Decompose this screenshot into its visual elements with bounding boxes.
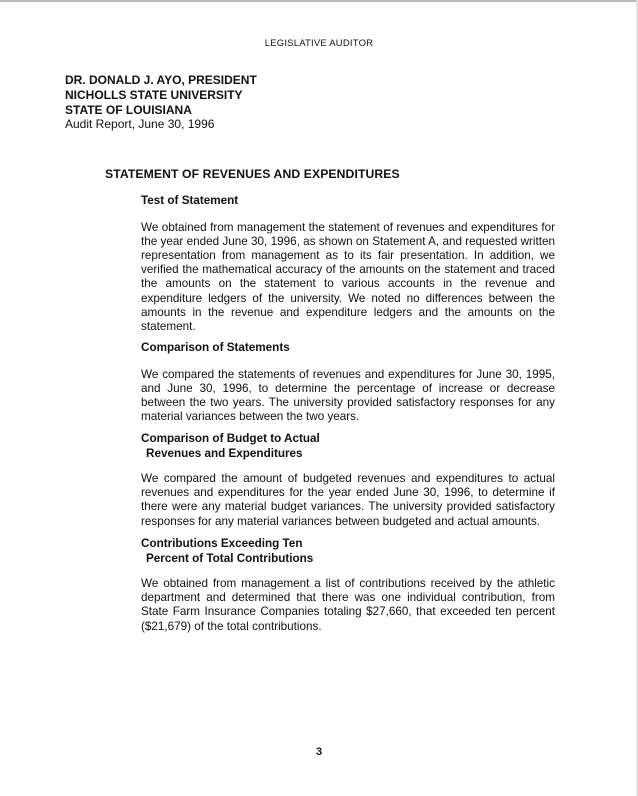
subsection-body: We compared the amount of budgeted revenues and expenditures to actual revenues and expenditures for the year ended June 30, 1996, to determine if there were any material budget variances. The university provided satisfactory responses for any material variances between budgeted and actual amounts. xyxy=(141,472,555,528)
subsection-heading-line1: Comparison of Budget to Actual xyxy=(141,432,320,445)
header-title: LEGISLATIVE AUDITOR xyxy=(264,38,374,49)
addressee-state: STATE OF LOUISIANA xyxy=(65,102,192,117)
subsection-body: We obtained from management the statement of revenues and expenditures for the year ended June 30, 1996, as shown on Statement A, and requested written representation from management as to its fair presentation. In addition, we verified the mathematical accuracy of the amounts on the statement and traced the amounts on the statement to various accounts in the revenue and expenditure ledgers of the university. We noted no differences between the amounts in the revenue and expenditure ledgers and the amounts on the statement. xyxy=(141,220,555,333)
subsection-heading-line2: Revenues and Expenditures xyxy=(146,446,303,460)
subsection-test-of-statement xyxy=(141,194,555,334)
subsection-heading-line2: Percent of Total Contributions xyxy=(146,551,314,565)
subsection-heading-line1: Contributions Exceeding Ten xyxy=(141,537,303,550)
section-heading: STATEMENT OF REVENUES AND EXPENDITURES xyxy=(105,167,400,181)
subsection-body: We compared the statements of revenues and expenditures for June 30, 1995, and June 30, 1996, to determine the percentage of increase or decrease between the two years. The university provided satisfactory responses for any material variances between the two years. xyxy=(141,367,555,424)
page-header xyxy=(0,38,638,49)
subsection-heading xyxy=(141,537,555,566)
page-number: 3 xyxy=(315,746,323,758)
subsection-contributions xyxy=(141,537,555,634)
subsection-body: We obtained from management a list of contributions received by the athletic department and determined that there was one individual contribution, from State Farm Insurance Companies totaling $27,660, that exceeded ten percent ($21,679) of the total contributions. xyxy=(141,577,555,633)
addressee-block xyxy=(65,73,257,132)
subsection-heading xyxy=(141,432,555,461)
addressee-institution: NICHOLLS STATE UNIVERSITY xyxy=(65,87,243,102)
subsection-budget-to-actual xyxy=(141,432,555,529)
subsection-heading: Comparison of Statements xyxy=(141,341,290,354)
subsection-heading: Test of Statement xyxy=(141,194,239,207)
report-date: Audit Report, June 30, 1996 xyxy=(65,117,215,132)
addressee-name: DR. DONALD J. AYO, PRESIDENT xyxy=(65,73,257,87)
top-rule xyxy=(0,0,638,2)
subsection-comparison-of-statements xyxy=(141,341,555,424)
